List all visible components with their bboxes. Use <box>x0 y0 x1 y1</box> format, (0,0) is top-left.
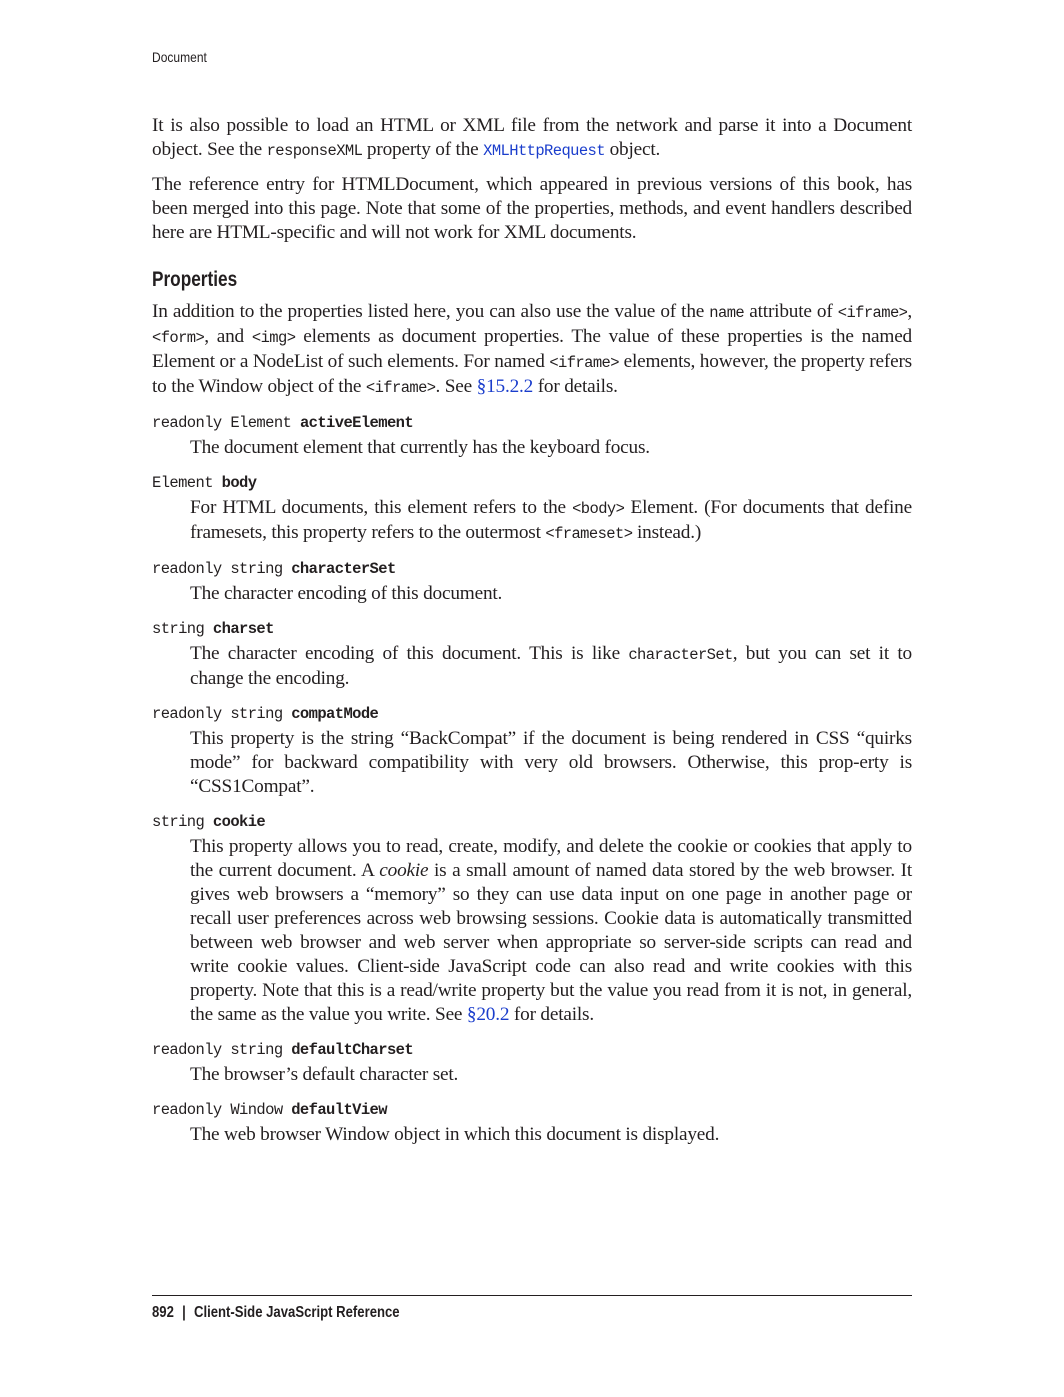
page-content <box>152 114 912 1147</box>
property-signature <box>152 559 912 579</box>
footer-separator: | <box>182 1304 186 1321</box>
property-type: Element <box>152 474 213 492</box>
inline-code: name <box>709 304 745 322</box>
property-signature <box>152 1040 912 1060</box>
footer-rule <box>152 1295 912 1296</box>
property-signature <box>152 704 912 724</box>
property-name: cookie <box>212 813 266 831</box>
text-run: is a small amount of named data stored by the web browser. It gives web browsers a “memory” so they can use data input on one page in another page or recall user preferences across web browsing sessions. Cookie data is automatically transmitted between web browser and web server when appropriate so server-side scripts can read and write cookie values. Client-side JavaScript code can also read and write cookies with this property. Note that this is a read/write property but the value you read from it is not, in general, the same as the value you write. See <box>190 860 912 1025</box>
inline-code: <iframe> <box>549 354 619 372</box>
inline-code: <iframe> <box>365 379 436 397</box>
inline-code: responseXML <box>266 142 363 160</box>
property-signature <box>152 473 912 493</box>
text-run: It is also possible to load an HTML or XML file from the network and parse it into a Document object. See the <box>152 115 912 160</box>
description-text <box>190 1063 912 1087</box>
text-run: . See <box>435 376 477 397</box>
text-run: The character encoding of this document. <box>190 583 503 604</box>
description-text <box>190 727 912 799</box>
text-run: The reference entry for HTMLDocument, which appeared in previous versions of this book, has been merged into this page. Note that some of the properties, methods, and event handlers described here are HTML-specific and will not work for XML documents. <box>152 174 912 243</box>
property-signature <box>152 619 912 639</box>
text-run: For HTML documents, this element refers to the <box>190 497 573 518</box>
property-type: readonly string <box>152 1041 283 1059</box>
property-name: body <box>221 474 257 492</box>
footer <box>152 1304 400 1322</box>
running-head: Document <box>152 49 207 65</box>
inline-code: characterSet <box>628 646 733 664</box>
text-run: Element. (For documents that define framesets, this property refers to the outermost <box>190 497 912 543</box>
property-description <box>190 727 912 799</box>
property-type: readonly string <box>152 560 283 578</box>
text-run: The character encoding of this document. This is like <box>190 643 629 664</box>
property-type: readonly Window <box>152 1101 283 1119</box>
inline-code: <img> <box>251 329 296 347</box>
property-description <box>190 436 912 460</box>
text-run: elements, however, the property refers to the Window object of the <box>152 351 912 397</box>
property-description <box>190 582 912 606</box>
text-run: , <box>907 301 912 322</box>
property-name: compatMode <box>291 705 379 723</box>
intro-paragraph <box>152 114 912 163</box>
text-run: The web browser Window object in which this document is displayed. <box>190 1124 720 1145</box>
text-run: The browser’s default character set. <box>190 1064 459 1085</box>
description-text <box>190 436 912 460</box>
property-description <box>190 1063 912 1087</box>
property-entry <box>152 559 912 606</box>
text-run: cookie <box>379 860 429 881</box>
property-entry <box>152 619 912 691</box>
property-entry <box>152 812 912 1027</box>
property-entry <box>152 1100 912 1147</box>
text-run: instead.) <box>632 522 702 543</box>
properties-intro <box>152 300 912 400</box>
property-name: defaultCharset <box>291 1041 414 1059</box>
text-run: property of the <box>362 139 484 160</box>
property-name: defaultView <box>291 1101 387 1119</box>
text-run: for details. <box>509 1004 594 1025</box>
text-run: , but you can set it to change the encoding. <box>190 643 912 689</box>
property-description <box>190 642 912 691</box>
property-name: charset <box>212 620 274 638</box>
property-name: activeElement <box>299 414 414 432</box>
text-run: elements as document properties. The value of these properties is the named Element or a NodeList of such elements. For named <box>152 326 912 372</box>
property-signature <box>152 1100 912 1120</box>
description-text <box>190 642 912 691</box>
text-run: , and <box>204 326 252 347</box>
text-run: for details. <box>533 376 618 397</box>
cross-reference-link[interactable]: §20.2 <box>466 1004 510 1025</box>
property-type: readonly string <box>152 705 283 723</box>
footer-title: Client-Side JavaScript Reference <box>193 1304 400 1321</box>
intro-paragraph <box>152 173 912 245</box>
property-entry <box>152 413 912 460</box>
property-entry <box>152 473 912 546</box>
cross-reference-link[interactable]: §15.2.2 <box>476 376 534 397</box>
page-number: 892 <box>152 1304 174 1321</box>
property-entry <box>152 704 912 799</box>
property-type: string <box>152 620 205 638</box>
text-run: In addition to the properties listed here, you can also use the value of the <box>152 301 710 322</box>
property-signature <box>152 413 912 433</box>
inline-code: <body> <box>572 500 625 518</box>
inline-code: <form> <box>152 329 205 347</box>
property-entry <box>152 1040 912 1087</box>
property-type: string <box>152 813 205 831</box>
property-signature <box>152 812 912 832</box>
description-text <box>190 835 912 1027</box>
description-text <box>190 496 912 546</box>
text-run: The document element that currently has the keyboard focus. <box>190 437 650 458</box>
text-run: attribute of <box>744 301 838 322</box>
cross-reference-link[interactable]: XMLHttpRequest <box>483 142 605 160</box>
property-list <box>152 413 912 1147</box>
text-run: This property allows you to read, create, modify, and delete the cookie or cookies that apply to the current document. A <box>190 836 912 881</box>
text-run: object. <box>604 139 661 160</box>
properties-heading: Properties <box>152 268 238 291</box>
property-type: readonly Element <box>152 414 292 432</box>
inline-code: <frameset> <box>545 525 633 543</box>
description-text <box>190 1123 912 1147</box>
text-run: This property is the string “BackCompat” if the document is being rendered in CSS “quirks mode” for backward compatibility with very old browsers. Otherwise, this prop-erty is “CSS1Compat”. <box>190 728 912 797</box>
property-description <box>190 835 912 1027</box>
inline-code: <iframe> <box>837 304 908 322</box>
property-description <box>190 496 912 546</box>
property-name: characterSet <box>291 560 396 578</box>
description-text <box>190 582 912 606</box>
property-description <box>190 1123 912 1147</box>
